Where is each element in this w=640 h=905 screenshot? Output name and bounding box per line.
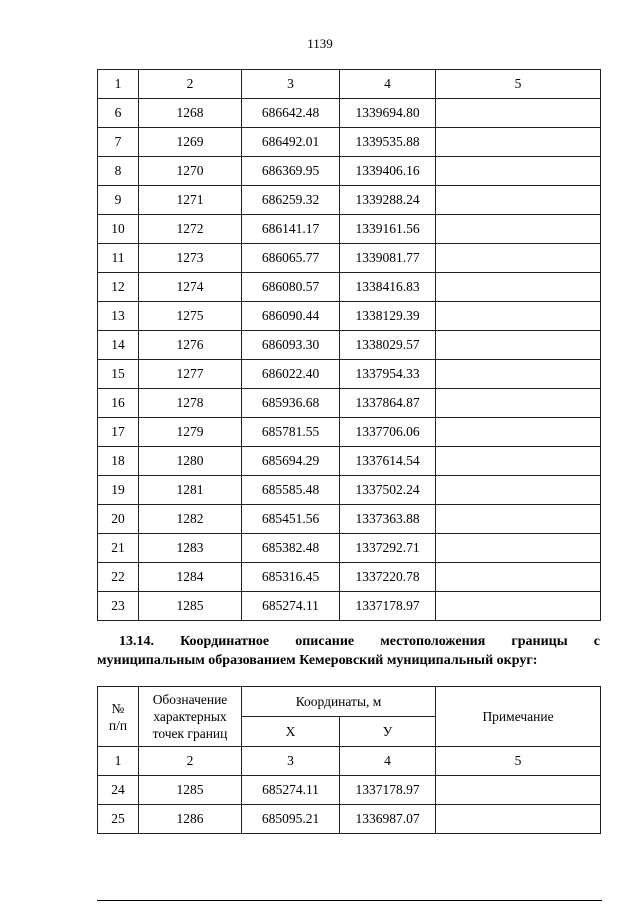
heading-word: с bbox=[593, 634, 600, 649]
table-cell: 1286 bbox=[139, 805, 242, 834]
table-cell: 22 bbox=[98, 563, 139, 592]
table-cell: 1285 bbox=[139, 592, 242, 621]
table-cell: 1274 bbox=[139, 273, 242, 302]
table-row bbox=[98, 805, 601, 834]
heading-word: описание bbox=[295, 634, 355, 649]
table-cell bbox=[436, 776, 601, 805]
table-cell bbox=[436, 215, 601, 244]
table-cell: 686259.32 bbox=[242, 186, 340, 215]
table-cell: 15 bbox=[98, 360, 139, 389]
column-number-row bbox=[98, 747, 601, 776]
table-cell: 10 bbox=[98, 215, 139, 244]
table-cell: 686022.40 bbox=[242, 360, 340, 389]
heading-word: границы bbox=[511, 634, 568, 649]
table-cell: 1280 bbox=[139, 447, 242, 476]
table-cell: 1277 bbox=[139, 360, 242, 389]
table-cell: 14 bbox=[98, 331, 139, 360]
table-header-row bbox=[98, 687, 601, 717]
table-cell: 686080.57 bbox=[242, 273, 340, 302]
table-cell bbox=[436, 476, 601, 505]
table-cell: 2 bbox=[139, 70, 242, 99]
table-cell: 18 bbox=[98, 447, 139, 476]
table-row bbox=[98, 476, 601, 505]
table-cell: 685382.48 bbox=[242, 534, 340, 563]
table-cell: 25 bbox=[98, 805, 139, 834]
boundary-coordinates-table-continued bbox=[97, 69, 601, 621]
column-number-row bbox=[98, 70, 601, 99]
table-cell: 1268 bbox=[139, 99, 242, 128]
table-cell bbox=[436, 418, 601, 447]
heading-word: Координатное bbox=[180, 634, 270, 649]
table-cell: 1337292.71 bbox=[340, 534, 436, 563]
table-row bbox=[98, 244, 601, 273]
table-row bbox=[98, 157, 601, 186]
table-row bbox=[98, 99, 601, 128]
table-row bbox=[98, 447, 601, 476]
table-cell: 685694.29 bbox=[242, 447, 340, 476]
table-cell: 686065.77 bbox=[242, 244, 340, 273]
table-cell: 1337502.24 bbox=[340, 476, 436, 505]
table-cell: 6 bbox=[98, 99, 139, 128]
table-cell: 4 bbox=[340, 747, 436, 776]
footer-rule bbox=[97, 900, 602, 901]
header-designation-line-2: характерных bbox=[153, 709, 227, 724]
section-heading-line-1 bbox=[97, 632, 600, 651]
header-number-symbol: № bbox=[111, 700, 125, 716]
table-cell: 1281 bbox=[139, 476, 242, 505]
table-cell: 1339288.24 bbox=[340, 186, 436, 215]
table-cell: 685781.55 bbox=[242, 418, 340, 447]
table-cell: 1276 bbox=[139, 331, 242, 360]
table-row bbox=[98, 592, 601, 621]
table-cell: 1278 bbox=[139, 389, 242, 418]
table-cell: 1337614.54 bbox=[340, 447, 436, 476]
table-cell bbox=[436, 805, 601, 834]
table-cell: 1279 bbox=[139, 418, 242, 447]
heading-word: местоположения bbox=[380, 634, 486, 649]
table-cell bbox=[436, 505, 601, 534]
table-row bbox=[98, 418, 601, 447]
table-cell: 1283 bbox=[139, 534, 242, 563]
table-cell: 5 bbox=[436, 747, 601, 776]
table-cell: 4 bbox=[340, 70, 436, 99]
table-cell bbox=[436, 157, 601, 186]
section-heading bbox=[97, 632, 600, 670]
table-row bbox=[98, 215, 601, 244]
table-row bbox=[98, 563, 601, 592]
table-row bbox=[98, 273, 601, 302]
table-cell: 3 bbox=[242, 70, 340, 99]
header-cell-designation bbox=[139, 687, 242, 747]
table-row bbox=[98, 389, 601, 418]
table-cell: 1338129.39 bbox=[340, 302, 436, 331]
table-cell bbox=[436, 302, 601, 331]
table-cell: 685095.21 bbox=[242, 805, 340, 834]
table-cell: 686093.30 bbox=[242, 331, 340, 360]
table-cell bbox=[436, 186, 601, 215]
header-designation-line-1: Обозначение bbox=[152, 692, 228, 707]
section-heading-line-2: муниципальным образованием Кемеровский муниципальный округ: bbox=[97, 653, 538, 668]
table-cell bbox=[436, 447, 601, 476]
header-cell-x: Х bbox=[242, 717, 340, 747]
table-cell: 19 bbox=[98, 476, 139, 505]
table-cell: 7 bbox=[98, 128, 139, 157]
header-cell-number bbox=[98, 687, 139, 747]
table-cell: 1339535.88 bbox=[340, 128, 436, 157]
table-cell: 686141.17 bbox=[242, 215, 340, 244]
table-cell bbox=[436, 99, 601, 128]
table-cell: 685451.56 bbox=[242, 505, 340, 534]
table-cell bbox=[436, 563, 601, 592]
table-cell: 685936.68 bbox=[242, 389, 340, 418]
table-cell: 5 bbox=[436, 70, 601, 99]
table-row bbox=[98, 128, 601, 157]
table-cell: 1 bbox=[98, 747, 139, 776]
table-cell: 1337178.97 bbox=[340, 592, 436, 621]
table-cell: 1337864.87 bbox=[340, 389, 436, 418]
table-cell: 1270 bbox=[139, 157, 242, 186]
table-cell: 685585.48 bbox=[242, 476, 340, 505]
table-cell: 1339694.80 bbox=[340, 99, 436, 128]
table-cell bbox=[436, 389, 601, 418]
table-cell: 3 bbox=[242, 747, 340, 776]
table-cell: 1284 bbox=[139, 563, 242, 592]
table-cell: 1275 bbox=[139, 302, 242, 331]
table-cell bbox=[436, 273, 601, 302]
table-cell: 686642.48 bbox=[242, 99, 340, 128]
table-cell: 1285 bbox=[139, 776, 242, 805]
table-cell: 17 bbox=[98, 418, 139, 447]
header-cell-note: Примечание bbox=[436, 687, 601, 747]
table-row bbox=[98, 776, 601, 805]
table-cell: 1339161.56 bbox=[340, 215, 436, 244]
table-cell: 1337954.33 bbox=[340, 360, 436, 389]
table-cell: 1338029.57 bbox=[340, 331, 436, 360]
table-cell bbox=[436, 244, 601, 273]
table-row bbox=[98, 505, 601, 534]
table-cell: 9 bbox=[98, 186, 139, 215]
table-cell: 13 bbox=[98, 302, 139, 331]
table-cell: 23 bbox=[98, 592, 139, 621]
table-cell: 20 bbox=[98, 505, 139, 534]
table-cell: 1337178.97 bbox=[340, 776, 436, 805]
table-cell: 8 bbox=[98, 157, 139, 186]
table-cell: 11 bbox=[98, 244, 139, 273]
table-cell: 685316.45 bbox=[242, 563, 340, 592]
table-row bbox=[98, 331, 601, 360]
table-cell: 1 bbox=[98, 70, 139, 99]
table-cell bbox=[436, 534, 601, 563]
table-cell: 1336987.07 bbox=[340, 805, 436, 834]
header-number-label: п/п bbox=[108, 717, 128, 733]
table-cell: 1337706.06 bbox=[340, 418, 436, 447]
header-designation-line-3: точек границ bbox=[152, 726, 228, 741]
table-cell: 1271 bbox=[139, 186, 242, 215]
boundary-coordinates-table bbox=[97, 686, 601, 834]
table-cell: 21 bbox=[98, 534, 139, 563]
table-cell: 1273 bbox=[139, 244, 242, 273]
table-cell: 1339081.77 bbox=[340, 244, 436, 273]
table-cell: 1269 bbox=[139, 128, 242, 157]
table-cell: 686090.44 bbox=[242, 302, 340, 331]
table-cell: 686492.01 bbox=[242, 128, 340, 157]
table-cell: 685274.11 bbox=[242, 592, 340, 621]
table-cell: 12 bbox=[98, 273, 139, 302]
table-cell bbox=[436, 128, 601, 157]
page-number: 1139 bbox=[307, 36, 333, 51]
table-row bbox=[98, 302, 601, 331]
table-cell: 685274.11 bbox=[242, 776, 340, 805]
table-cell: 1337220.78 bbox=[340, 563, 436, 592]
header-cell-y: У bbox=[340, 717, 436, 747]
table-cell: 1282 bbox=[139, 505, 242, 534]
table-row bbox=[98, 534, 601, 563]
table-cell: 24 bbox=[98, 776, 139, 805]
table-cell bbox=[436, 592, 601, 621]
table-cell: 1337363.88 bbox=[340, 505, 436, 534]
table-cell: 2 bbox=[139, 747, 242, 776]
table-cell: 1339406.16 bbox=[340, 157, 436, 186]
table-cell: 1338416.83 bbox=[340, 273, 436, 302]
table-cell bbox=[436, 360, 601, 389]
table-row bbox=[98, 186, 601, 215]
table-cell: 686369.95 bbox=[242, 157, 340, 186]
header-cell-coordinates: Координаты, м bbox=[242, 687, 436, 717]
table-cell: 1272 bbox=[139, 215, 242, 244]
table-cell bbox=[436, 331, 601, 360]
heading-word: 13.14. bbox=[119, 634, 154, 649]
table-cell: 16 bbox=[98, 389, 139, 418]
table-row bbox=[98, 360, 601, 389]
